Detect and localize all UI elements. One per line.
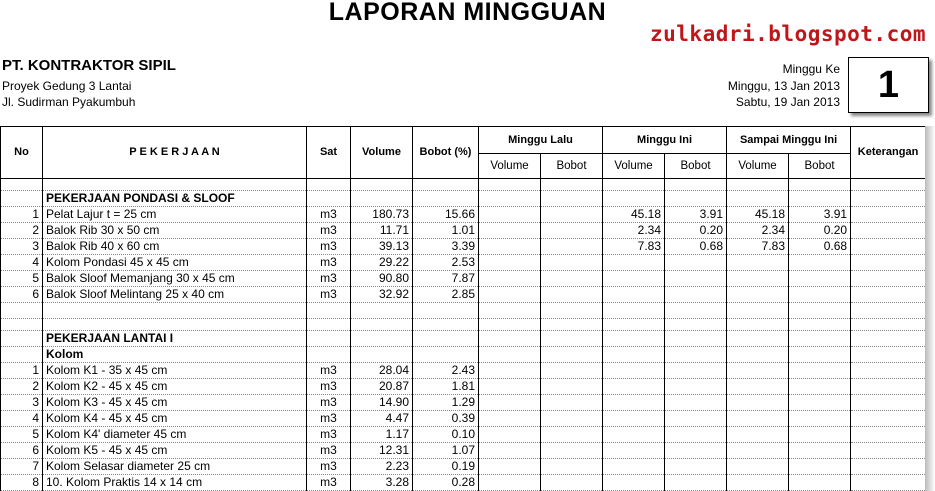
note-cell — [851, 239, 926, 255]
row-number: 8 — [1, 475, 43, 491]
cum-weight-cell: 0.68 — [789, 239, 851, 255]
last-weight-cell — [541, 411, 603, 427]
volume-cell: 20.87 — [351, 379, 413, 395]
empty-cell — [307, 319, 351, 331]
note-cell — [851, 207, 926, 223]
last-weight-cell — [541, 255, 603, 271]
cum-weight-cell: 3.91 — [789, 207, 851, 223]
unit-cell: m3 — [307, 411, 351, 427]
this-volume-cell — [603, 363, 665, 379]
this-volume-cell: 2.34 — [603, 223, 665, 239]
empty-cell — [351, 319, 413, 331]
empty-cell — [351, 331, 413, 347]
weight-cell: 0.19 — [413, 459, 479, 475]
row-number: 4 — [1, 411, 43, 427]
header-this-week: Minggu Ini — [603, 127, 727, 154]
work-item-name: Kolom K5 - 45 x 45 cm — [43, 443, 307, 459]
weight-cell: 0.28 — [413, 475, 479, 491]
header-no: No — [1, 127, 43, 179]
this-weight-cell — [665, 287, 727, 303]
cum-volume-cell — [727, 255, 789, 271]
cum-volume-cell — [727, 395, 789, 411]
empty-cell — [603, 319, 665, 331]
this-volume-cell — [603, 379, 665, 395]
empty-cell — [851, 303, 926, 319]
empty-cell — [413, 303, 479, 319]
cum-volume-cell — [727, 287, 789, 303]
work-item-name: Balok Rib 40 x 60 cm — [43, 239, 307, 255]
last-volume-cell — [479, 363, 541, 379]
row-number: 2 — [1, 379, 43, 395]
table-row — [1, 475, 926, 491]
cum-weight-cell — [789, 395, 851, 411]
table-row — [1, 379, 926, 395]
header-last-weight: Bobot — [541, 154, 603, 179]
header-cum-volume: Volume — [727, 154, 789, 179]
last-volume-cell — [479, 427, 541, 443]
work-item-name: Pelat Lajur t = 25 cm — [43, 207, 307, 223]
row-number: 2 — [1, 223, 43, 239]
weight-cell: 1.01 — [413, 223, 479, 239]
header-this-weight: Bobot — [665, 154, 727, 179]
empty-cell — [307, 331, 351, 347]
cum-weight-cell — [789, 255, 851, 271]
unit-cell: m3 — [307, 271, 351, 287]
this-volume-cell — [603, 287, 665, 303]
this-volume-cell — [603, 411, 665, 427]
this-volume-cell — [603, 271, 665, 287]
this-weight-cell — [665, 255, 727, 271]
last-weight-cell — [541, 207, 603, 223]
weight-cell: 3.39 — [413, 239, 479, 255]
volume-cell: 14.90 — [351, 395, 413, 411]
note-cell — [851, 363, 926, 379]
table-row — [1, 239, 926, 255]
empty-cell — [727, 319, 789, 331]
empty-cell — [851, 331, 926, 347]
table-row — [1, 363, 926, 379]
cum-volume-cell — [727, 443, 789, 459]
empty-cell — [43, 303, 307, 319]
empty-cell — [1, 303, 43, 319]
last-weight-cell — [541, 239, 603, 255]
note-cell — [851, 443, 926, 459]
work-item-name: Kolom Selasar diameter 25 cm — [43, 459, 307, 475]
this-weight-cell — [665, 443, 727, 459]
last-volume-cell — [479, 255, 541, 271]
last-weight-cell — [541, 363, 603, 379]
empty-cell — [43, 319, 307, 331]
empty-cell — [307, 303, 351, 319]
cum-volume-cell — [727, 475, 789, 491]
last-volume-cell — [479, 223, 541, 239]
this-weight-cell — [665, 395, 727, 411]
volume-cell: 11.71 — [351, 223, 413, 239]
weight-cell: 2.43 — [413, 363, 479, 379]
week-number-box: 1 — [848, 57, 929, 113]
empty-cell — [789, 331, 851, 347]
unit-cell: m3 — [307, 207, 351, 223]
work-item-name: Balok Sloof Melintang 25 x 40 cm — [43, 287, 307, 303]
unit-cell: m3 — [307, 395, 351, 411]
this-weight-cell — [665, 271, 727, 287]
report-table — [0, 126, 926, 491]
row-number: 6 — [1, 287, 43, 303]
work-item-name: Kolom Pondasi 45 x 45 cm — [43, 255, 307, 271]
row-number: 7 — [1, 459, 43, 475]
row-number: 1 — [1, 363, 43, 379]
header-cumulative: Sampai Minggu Ini — [727, 127, 851, 154]
this-volume-cell — [603, 459, 665, 475]
unit-cell: m3 — [307, 379, 351, 395]
volume-cell: 3.28 — [351, 475, 413, 491]
last-weight-cell — [541, 395, 603, 411]
last-weight-cell — [541, 427, 603, 443]
table-row — [1, 411, 926, 427]
empty-cell — [1, 347, 43, 363]
unit-cell: m3 — [307, 255, 351, 271]
empty-cell — [665, 303, 727, 319]
blog-watermark: zulkadri.blogspot.com — [650, 22, 927, 46]
table-row — [1, 459, 926, 475]
empty-cell — [603, 347, 665, 363]
project-name: Proyek Gedung 3 Lantai — [2, 79, 132, 93]
this-volume-cell — [603, 443, 665, 459]
empty-cell — [541, 303, 603, 319]
empty-cell — [603, 331, 665, 347]
row-number: 5 — [1, 427, 43, 443]
table-row — [1, 443, 926, 459]
header-last-week: Minggu Lalu — [479, 127, 603, 154]
work-item-name: Kolom K2 - 45 x 45 cm — [43, 379, 307, 395]
cum-weight-cell — [789, 379, 851, 395]
empty-cell — [479, 347, 541, 363]
volume-cell: 32.92 — [351, 287, 413, 303]
weight-cell: 7.87 — [413, 271, 479, 287]
cum-volume-cell: 45.18 — [727, 207, 789, 223]
cum-volume-cell — [727, 271, 789, 287]
last-weight-cell — [541, 379, 603, 395]
note-cell — [851, 427, 926, 443]
cum-volume-cell — [727, 427, 789, 443]
this-volume-cell — [603, 255, 665, 271]
empty-cell — [413, 331, 479, 347]
header-work: P E K E R J A A N — [43, 127, 307, 179]
week-label: Minggu Ke — [782, 62, 840, 76]
volume-cell: 39.13 — [351, 239, 413, 255]
company-name: PT. KONTRAKTOR SIPIL — [2, 57, 176, 74]
table-row — [1, 255, 926, 271]
last-volume-cell — [479, 475, 541, 491]
note-cell — [851, 287, 926, 303]
table-row — [1, 271, 926, 287]
cum-weight-cell — [789, 475, 851, 491]
empty-cell — [351, 303, 413, 319]
last-weight-cell — [541, 271, 603, 287]
week-start-date: Minggu, 13 Jan 2013 — [727, 79, 840, 93]
cum-weight-cell — [789, 271, 851, 287]
empty-cell — [727, 303, 789, 319]
volume-cell: 28.04 — [351, 363, 413, 379]
header-last-volume: Volume — [479, 154, 541, 179]
last-volume-cell — [479, 239, 541, 255]
last-volume-cell — [479, 207, 541, 223]
week-end-date: Sabtu, 19 Jan 2013 — [735, 95, 840, 109]
empty-cell — [665, 331, 727, 347]
cum-volume-cell — [727, 411, 789, 427]
unit-cell: m3 — [307, 459, 351, 475]
table-row — [1, 287, 926, 303]
unit-cell: m3 — [307, 239, 351, 255]
this-weight-cell — [665, 411, 727, 427]
project-address: Jl. Sudirman Pyakumbuh — [2, 95, 136, 109]
empty-cell — [479, 303, 541, 319]
empty-cell — [413, 319, 479, 331]
row-number: 6 — [1, 443, 43, 459]
empty-cell — [727, 331, 789, 347]
work-item-name: 10. Kolom Praktis 14 x 14 cm — [43, 475, 307, 491]
empty-cell — [727, 347, 789, 363]
unit-cell: m3 — [307, 223, 351, 239]
last-volume-cell — [479, 411, 541, 427]
unit-cell: m3 — [307, 287, 351, 303]
cum-weight-cell — [789, 363, 851, 379]
work-item-name: Kolom K1 - 35 x 45 cm — [43, 363, 307, 379]
header-this-volume: Volume — [603, 154, 665, 179]
empty-cell — [479, 319, 541, 331]
unit-cell: m3 — [307, 443, 351, 459]
empty-cell — [541, 347, 603, 363]
volume-cell: 180.73 — [351, 207, 413, 223]
empty-cell — [665, 347, 727, 363]
empty-cell — [851, 319, 926, 331]
last-weight-cell — [541, 223, 603, 239]
cum-weight-cell — [789, 427, 851, 443]
weight-cell: 1.29 — [413, 395, 479, 411]
header-weight: Bobot (%) — [413, 127, 479, 179]
this-weight-cell — [665, 379, 727, 395]
empty-cell — [541, 319, 603, 331]
row-number: 5 — [1, 271, 43, 287]
this-weight-cell — [665, 427, 727, 443]
note-cell — [851, 271, 926, 287]
empty-cell — [789, 303, 851, 319]
header-note: Keterangan — [851, 127, 926, 179]
this-weight-cell: 0.20 — [665, 223, 727, 239]
note-cell — [851, 395, 926, 411]
header-unit: Sat — [307, 127, 351, 179]
last-volume-cell — [479, 459, 541, 475]
note-cell — [851, 223, 926, 239]
volume-cell: 4.47 — [351, 411, 413, 427]
weight-cell: 2.53 — [413, 255, 479, 271]
last-volume-cell — [479, 379, 541, 395]
this-volume-cell: 45.18 — [603, 207, 665, 223]
last-weight-cell — [541, 443, 603, 459]
this-weight-cell: 0.68 — [665, 239, 727, 255]
cum-weight-cell — [789, 459, 851, 475]
last-weight-cell — [541, 459, 603, 475]
empty-cell — [665, 319, 727, 331]
last-weight-cell — [541, 287, 603, 303]
this-volume-cell — [603, 475, 665, 491]
cum-weight-cell — [789, 287, 851, 303]
empty-cell — [541, 331, 603, 347]
table-row — [1, 223, 926, 239]
note-cell — [851, 459, 926, 475]
empty-cell — [351, 347, 413, 363]
this-volume-cell — [603, 395, 665, 411]
work-item-name: Kolom K4 - 45 x 45 cm — [43, 411, 307, 427]
row-number: 4 — [1, 255, 43, 271]
weight-cell: 15.66 — [413, 207, 479, 223]
header-cum-weight: Bobot — [789, 154, 851, 179]
last-volume-cell — [479, 443, 541, 459]
cum-volume-cell: 7.83 — [727, 239, 789, 255]
empty-cell — [479, 331, 541, 347]
work-item-name: Balok Sloof Memanjang 30 x 45 cm — [43, 271, 307, 287]
cum-volume-cell — [727, 459, 789, 475]
volume-cell: 1.17 — [351, 427, 413, 443]
volume-cell: 90.80 — [351, 271, 413, 287]
unit-cell: m3 — [307, 363, 351, 379]
note-cell — [851, 411, 926, 427]
cum-weight-cell — [789, 443, 851, 459]
section-title: PEKERJAAN LANTAI I — [43, 331, 307, 347]
header-volume: Volume — [351, 127, 413, 179]
page-shadow — [925, 126, 935, 491]
last-volume-cell — [479, 395, 541, 411]
table-row — [1, 207, 926, 223]
subsection-title: Kolom — [43, 347, 307, 363]
section-title: PEKERJAAN PONDASI & SLOOF — [43, 191, 307, 207]
cum-weight-cell: 0.20 — [789, 223, 851, 239]
weight-cell: 2.85 — [413, 287, 479, 303]
weight-cell: 0.10 — [413, 427, 479, 443]
cum-volume-cell — [727, 363, 789, 379]
empty-cell — [307, 347, 351, 363]
this-weight-cell — [665, 475, 727, 491]
volume-cell: 12.31 — [351, 443, 413, 459]
empty-cell — [603, 303, 665, 319]
volume-cell: 2.23 — [351, 459, 413, 475]
work-item-name: Kolom K4' diameter 45 cm — [43, 427, 307, 443]
row-number: 3 — [1, 395, 43, 411]
this-weight-cell — [665, 363, 727, 379]
last-weight-cell — [541, 475, 603, 491]
empty-cell — [851, 347, 926, 363]
weight-cell: 1.07 — [413, 443, 479, 459]
empty-cell — [1, 319, 43, 331]
weight-cell: 0.39 — [413, 411, 479, 427]
row-number: 3 — [1, 239, 43, 255]
note-cell — [851, 475, 926, 491]
work-item-name: Kolom K3 - 45 x 45 cm — [43, 395, 307, 411]
cum-weight-cell — [789, 411, 851, 427]
work-item-name: Balok Rib 30 x 50 cm — [43, 223, 307, 239]
report-body — [1, 179, 926, 491]
cum-volume-cell — [727, 379, 789, 395]
empty-cell — [413, 347, 479, 363]
last-volume-cell — [479, 287, 541, 303]
empty-cell — [789, 347, 851, 363]
this-weight-cell: 3.91 — [665, 207, 727, 223]
note-cell — [851, 379, 926, 395]
report-title: LAPORAN MINGGUAN — [328, 0, 607, 26]
this-volume-cell: 7.83 — [603, 239, 665, 255]
note-cell — [851, 255, 926, 271]
table-row — [1, 427, 926, 443]
weight-cell: 1.81 — [413, 379, 479, 395]
this-weight-cell — [665, 459, 727, 475]
unit-cell: m3 — [307, 475, 351, 491]
row-number: 1 — [1, 207, 43, 223]
empty-cell — [1, 331, 43, 347]
last-volume-cell — [479, 271, 541, 287]
this-volume-cell — [603, 427, 665, 443]
unit-cell: m3 — [307, 427, 351, 443]
empty-cell — [789, 319, 851, 331]
cum-volume-cell: 2.34 — [727, 223, 789, 239]
table-row — [1, 395, 926, 411]
volume-cell: 29.22 — [351, 255, 413, 271]
